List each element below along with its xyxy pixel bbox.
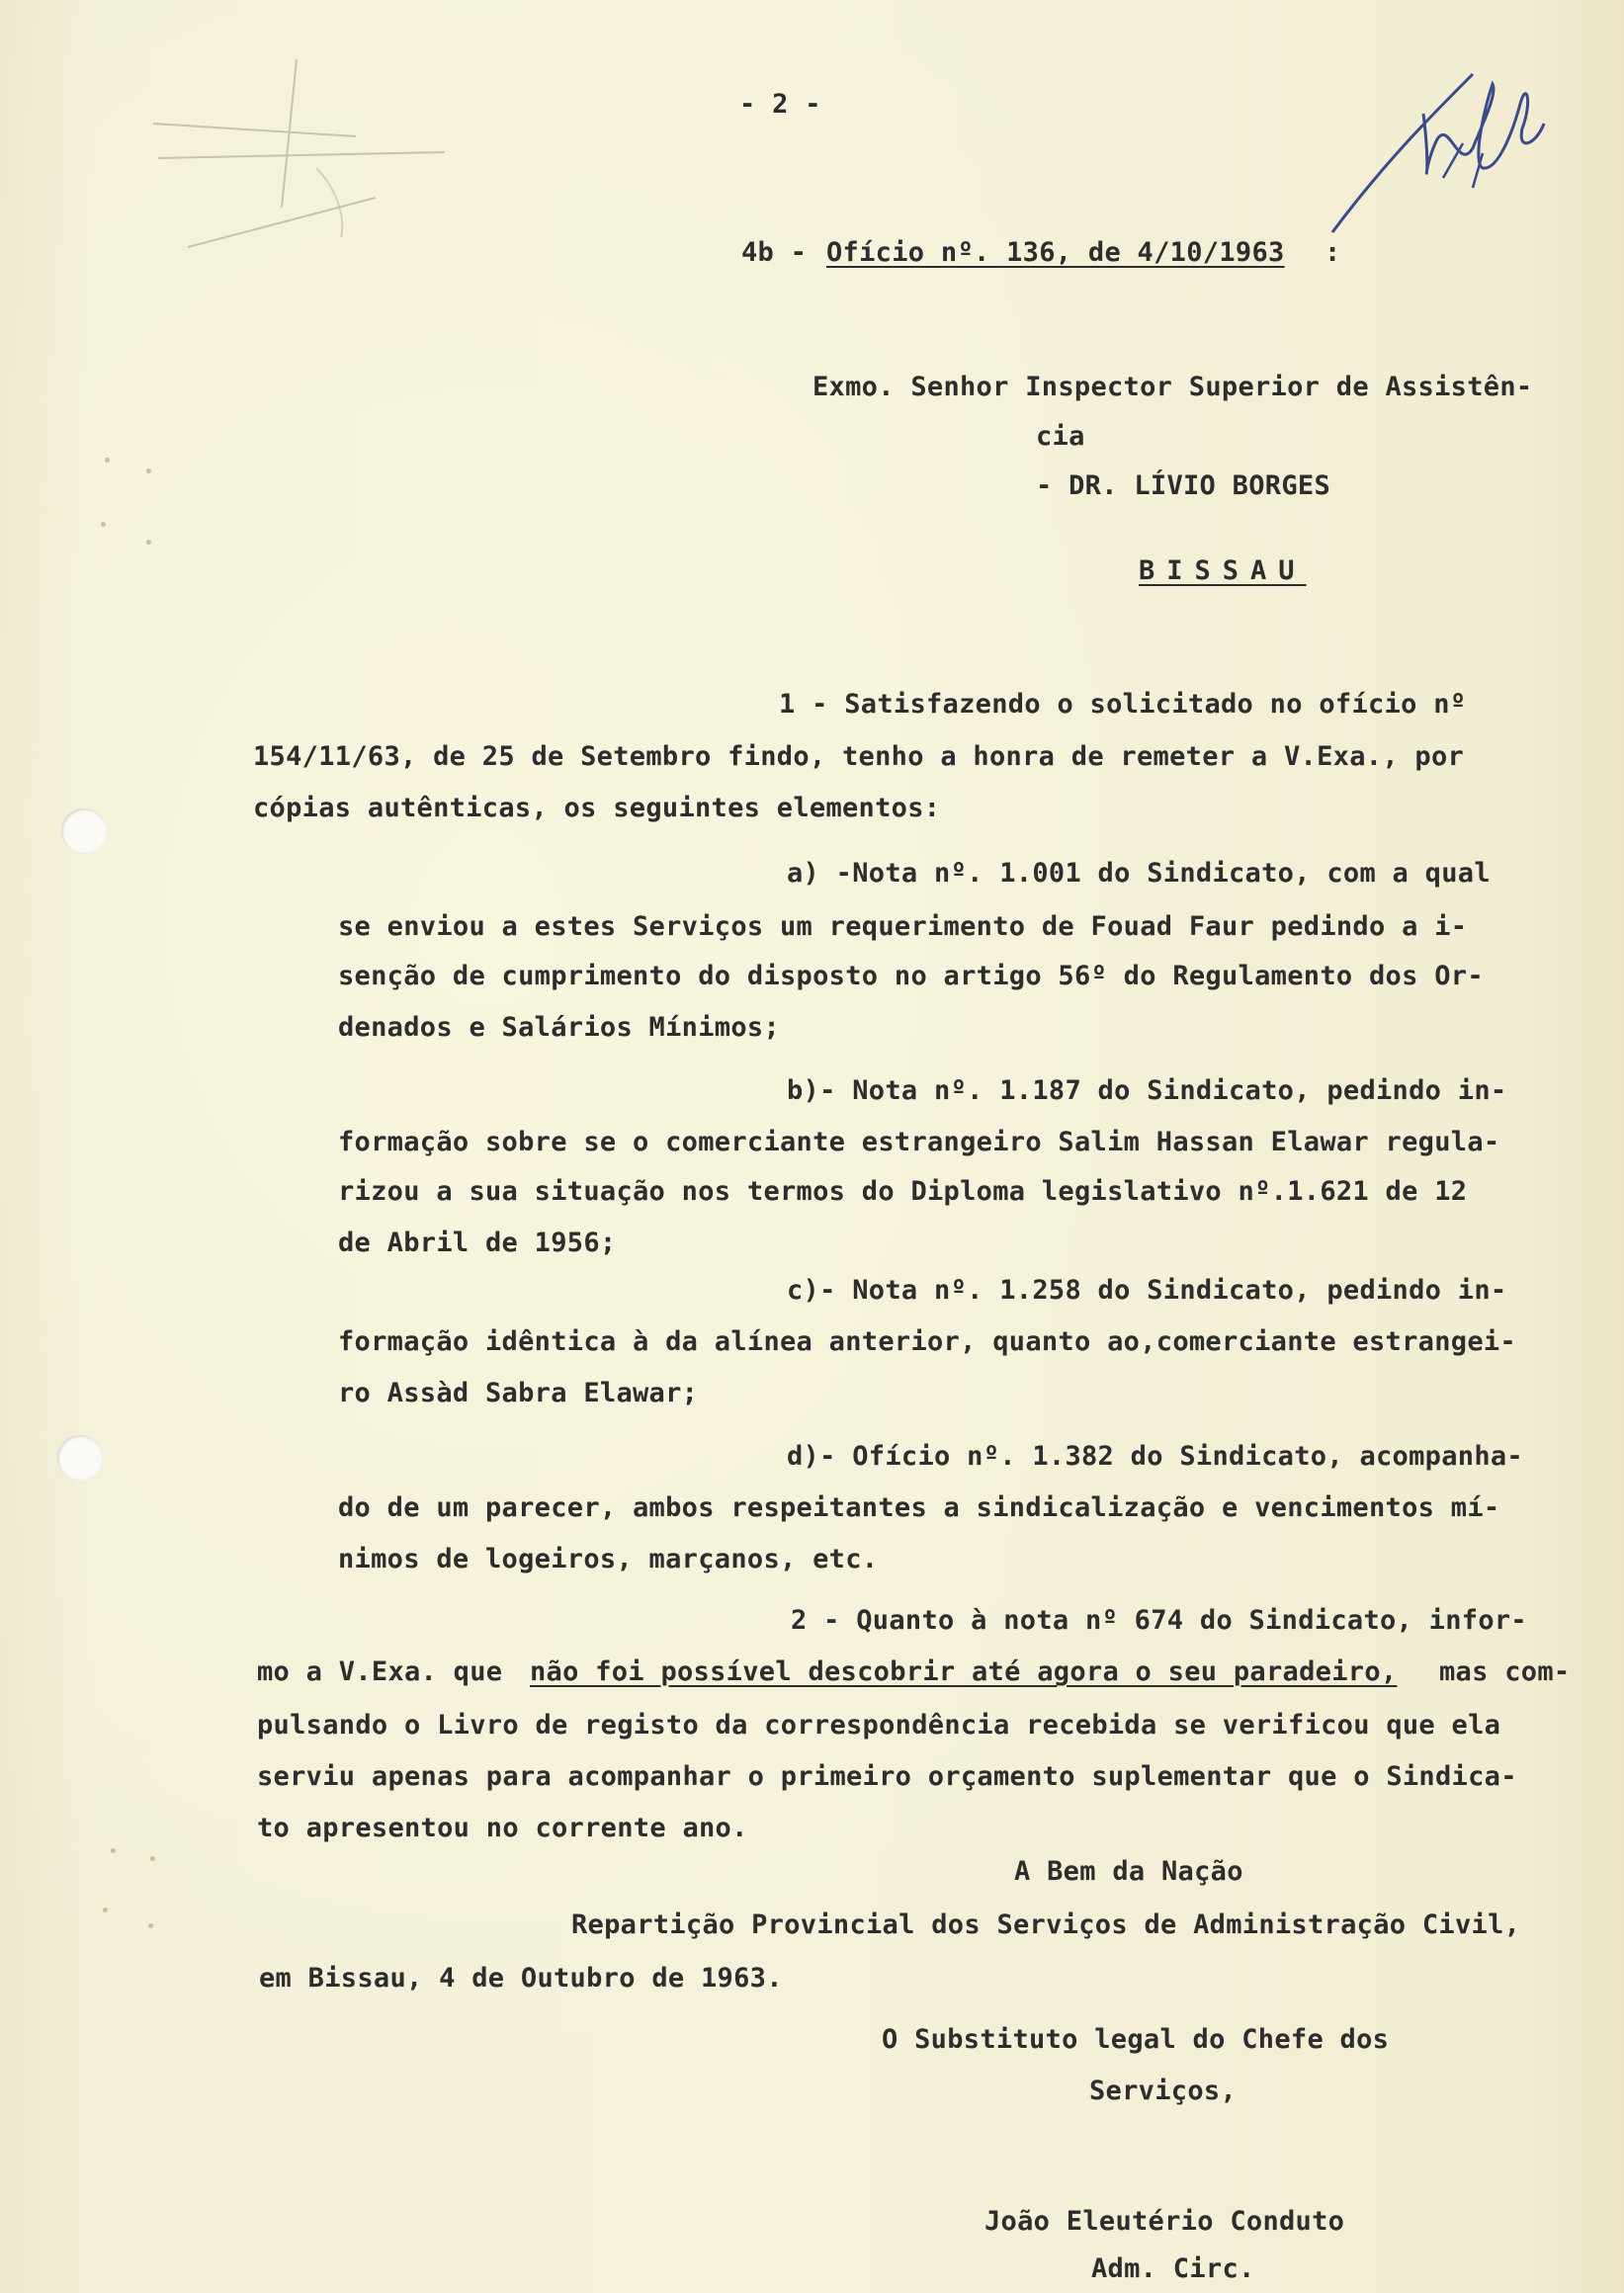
body-line: mas com- — [1439, 1656, 1571, 1687]
heading-prefix: 4b - — [741, 237, 808, 268]
closing-salutation: A Bem da Nação — [1014, 1856, 1243, 1887]
addressee-line: Exmo. Senhor Inspector Superior de Assistên- — [812, 372, 1533, 402]
signatory-title: Adm. Circ. — [1091, 2253, 1255, 2284]
body-line: ro Assàd Sabra Elawar; — [338, 1378, 699, 1408]
body-line: serviu apenas para acompanhar o primeiro orçamento suplementar que o Sindica- — [257, 1761, 1517, 1792]
underlined-phrase: não foi possível descobrir até agora o seu paradeiro, — [530, 1656, 1398, 1687]
body-line: mo a V.Exa. que — [257, 1656, 503, 1687]
body-line: pulsando o Livro de registo da correspondência recebida se verificou que ela — [257, 1710, 1501, 1741]
body-line: se enviou a estes Serviços um requerimento de Fouad Faur pedindo a i- — [338, 911, 1468, 942]
staple-mark — [146, 540, 151, 545]
body-line: 1 - Satisfazendo o solicitado no ofício nº — [779, 689, 1467, 720]
body-line: denados e Salários Mínimos; — [338, 1012, 780, 1043]
body-line: a) -Nota nº. 1.001 do Sindicato, com a qual — [787, 858, 1491, 889]
signatory-name: João Eleutério Conduto — [984, 2206, 1345, 2237]
addressee-name: - DR. LÍVIO BORGES — [1036, 470, 1330, 501]
body-line: d)- Ofício nº. 1.382 do Sindicato, acompanha- — [787, 1441, 1523, 1472]
closing-place-date: em Bissau, 4 de Outubro de 1963. — [259, 1963, 783, 1994]
body-line: cópias autênticas, os seguintes elementos: — [253, 793, 941, 823]
body-line: rizou a sua situação nos termos do Diploma legislativo nº.1.621 de 12 — [338, 1176, 1468, 1207]
body-line: de Abril de 1956; — [338, 1228, 617, 1258]
pencil-scribble — [148, 49, 484, 247]
signatory-role: Serviços, — [1089, 2076, 1237, 2106]
staple-mark — [101, 522, 106, 527]
punch-hole-bottom — [57, 1435, 103, 1481]
addressee-city: BISSAU — [1139, 555, 1307, 586]
signatory-role: O Substituto legal do Chefe dos — [882, 2024, 1390, 2055]
staple-mark — [146, 468, 151, 473]
closing-department: Repartição Provincial dos Serviços de Administração Civil, — [571, 1910, 1521, 1940]
staple-mark — [111, 1848, 116, 1853]
staple-mark — [103, 1908, 108, 1912]
body-line: 2 - Quanto à nota nº 674 do Sindicato, infor- — [791, 1605, 1527, 1636]
body-line: do de um parecer, ambos respeitantes a sindicalização e vencimentos mí- — [338, 1492, 1500, 1523]
body-line: 154/11/63, de 25 de Setembro findo, tenho a honra de remeter a V.Exa., por — [253, 741, 1465, 772]
body-line: b)- Nota nº. 1.187 do Sindicato, pedindo in- — [787, 1075, 1507, 1106]
body-line: nimos de logeiros, marçanos, etc. — [338, 1544, 879, 1574]
page-number: - 2 - — [739, 89, 821, 120]
body-line: c)- Nota nº. 1.258 do Sindicato, pedindo in- — [787, 1275, 1507, 1306]
body-line: formação idêntica à da alínea anterior, quanto ao,comerciante estrangei- — [338, 1326, 1516, 1357]
handwritten-initials — [1325, 54, 1562, 242]
staple-mark — [105, 458, 110, 463]
staple-mark — [148, 1923, 153, 1928]
body-line: to apresentou no corrente ano. — [257, 1813, 748, 1843]
addressee-line: cia — [1036, 421, 1085, 452]
staple-mark — [150, 1856, 155, 1861]
document-heading: Ofício nº. 136, de 4/10/1963 — [826, 237, 1285, 268]
punch-hole-top — [61, 808, 107, 854]
heading-suffix: : — [1325, 237, 1341, 268]
body-line: formação sobre se o comerciante estrangeiro Salim Hassan Elawar regula- — [338, 1127, 1500, 1157]
body-line: senção de cumprimento do disposto no artigo 56º do Regulamento dos Or- — [338, 961, 1484, 991]
